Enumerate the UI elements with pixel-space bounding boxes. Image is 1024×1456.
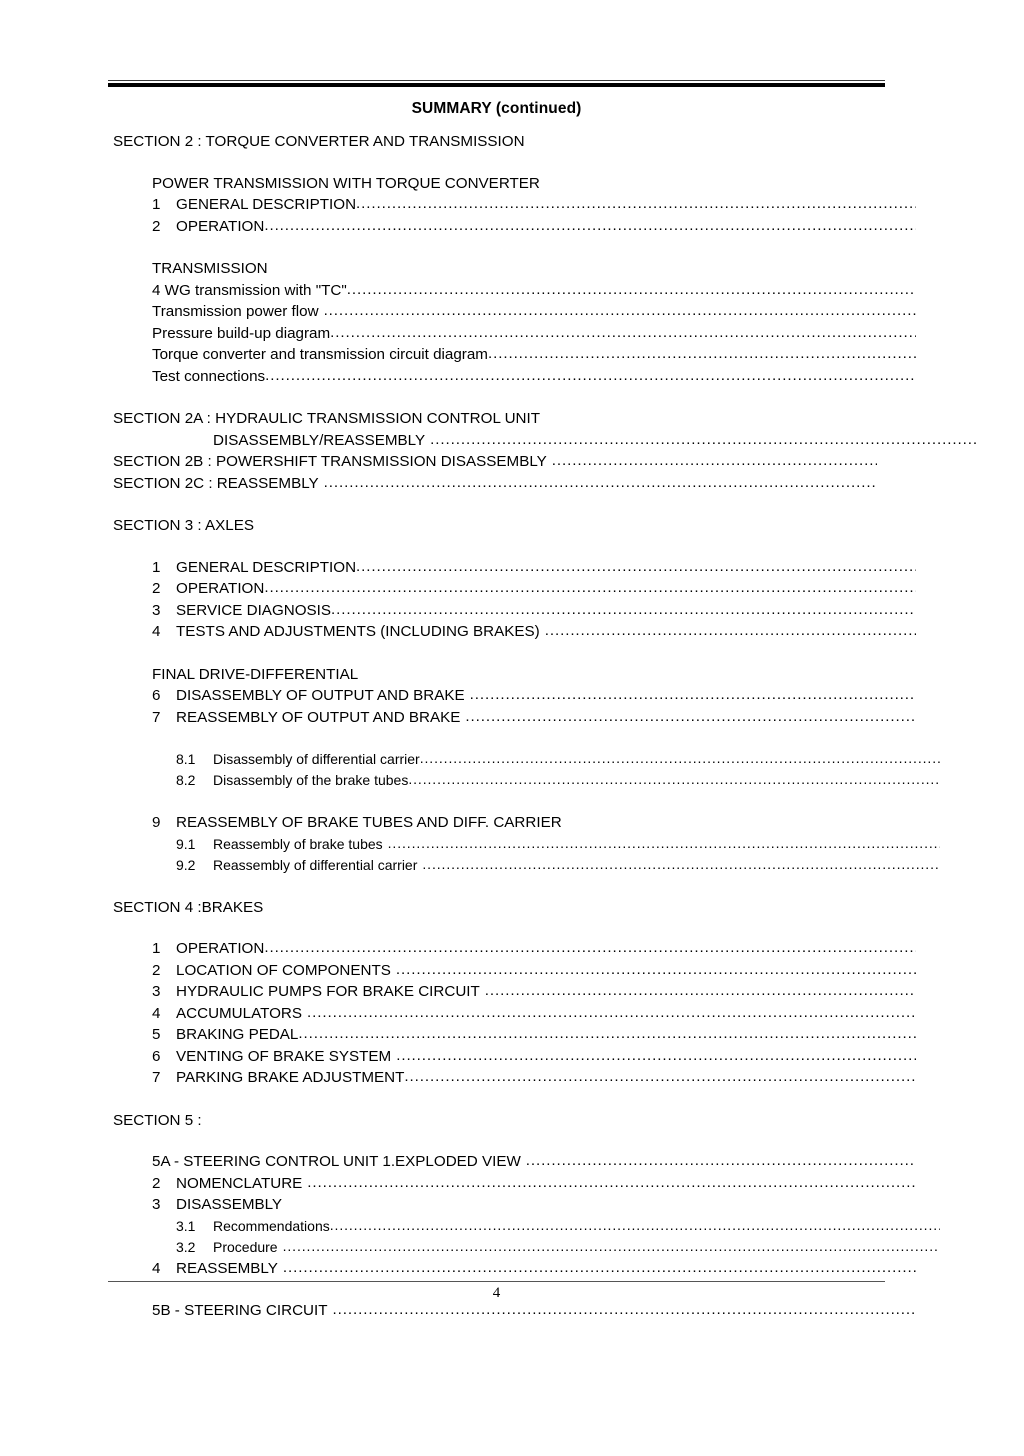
entry-label: REASSEMBLY OF OUTPUT AND BRAKE	[176, 708, 461, 726]
entry-number: 7	[152, 1069, 161, 1086]
footer-divider	[108, 1281, 885, 1282]
section-heading-2a: SECTION 2A : HYDRAULIC TRANSMISSION CONTROL UNIT	[113, 410, 540, 427]
entry-number: 3.2	[176, 1238, 196, 1255]
entry-number: 6	[152, 687, 161, 704]
entry-label: SERVICE DIAGNOSIS	[176, 601, 332, 619]
group-heading-transmission: TRANSMISSION	[152, 260, 268, 277]
entry-label: GENERAL DESCRIPTION	[176, 196, 357, 213]
entry-label: HYDRAULIC PUMPS FOR BRAKE CIRCUIT	[176, 983, 480, 1000]
entry-number: 3	[152, 601, 161, 619]
entry-number: 1	[152, 196, 161, 213]
entry-label: Recommendations	[213, 1217, 330, 1234]
entry-number: 7	[152, 708, 161, 726]
entry-number: 1	[152, 558, 161, 576]
entry-number: 5	[152, 1026, 161, 1043]
entry-number: 9	[152, 814, 161, 831]
section-heading-2: SECTION 2 : TORQUE CONVERTER AND TRANSMISSION	[113, 133, 525, 150]
entry-number: 6	[152, 1047, 161, 1065]
table-of-contents	[113, 131, 877, 1322]
entry-label: OPERATION	[176, 940, 265, 957]
entry-label: LOCATION OF COMPONENTS	[176, 961, 391, 979]
header-divider	[108, 80, 885, 87]
entry-label: Disassembly of differential carrier	[213, 751, 420, 767]
entry-label: GENERAL DESCRIPTION	[176, 558, 357, 576]
page-title: SUMMARY (continued)	[411, 100, 582, 117]
entry-label: SECTION 2B : POWERSHIFT TRANSMISSION DISASSEMBLY	[113, 453, 547, 470]
entry-label: TESTS AND ADJUSTMENTS (INCLUDING BRAKES)	[176, 623, 540, 640]
entry-label: OPERATION	[176, 580, 265, 597]
entry-label: Disassembly of the brake tubes	[213, 772, 409, 788]
entry-label: Reassembly of brake tubes	[213, 835, 383, 852]
entry-label: DISASSEMBLY/REASSEMBLY	[213, 431, 426, 449]
entry-label: PARKING BRAKE ADJUSTMENT	[176, 1069, 405, 1086]
entry-label: NOMENCLATURE	[176, 1174, 303, 1192]
entry-label: REASSEMBLY	[176, 1259, 278, 1277]
entry-label: BRAKING PEDAL	[176, 1026, 299, 1043]
entry-number: 3	[152, 983, 161, 1000]
entry-number: 4	[152, 1259, 161, 1277]
header-rule-thin	[108, 80, 885, 81]
entry-label: DISASSEMBLY OF OUTPUT AND BRAKE	[176, 687, 465, 704]
entry-number: 9.1	[176, 835, 196, 852]
entry-label: ACCUMULATORS	[176, 1004, 303, 1022]
entry-label: Torque converter and transmission circuit diagram	[152, 346, 488, 363]
entry-number: 1	[152, 940, 161, 957]
section-heading-3: SECTION 3 : AXLES	[113, 517, 254, 534]
footer-page-number: 4	[492, 1285, 501, 1301]
entry-number: 3.1	[176, 1217, 196, 1234]
entry-number: 2	[152, 580, 161, 597]
entry-page	[113, 131, 1024, 1456]
entry-number: 4	[152, 1004, 161, 1022]
entry-label: Reassembly of differential carrier	[213, 856, 418, 873]
entry-label: OPERATION	[176, 217, 265, 235]
section-heading-5: SECTION 5 :	[113, 1111, 202, 1129]
toc-entry[interactable]	[152, 1300, 916, 1322]
entry-label: 5B - STEERING CIRCUIT	[152, 1302, 328, 1319]
entry-number: 3	[152, 1196, 161, 1213]
entry-label: SECTION 2C : REASSEMBLY	[113, 474, 319, 492]
entry-label: Procedure	[213, 1238, 278, 1255]
entry-number: 8.2	[176, 772, 196, 788]
section-heading-4: SECTION 4 :BRAKES	[113, 898, 264, 916]
entry-label: REASSEMBLY OF BRAKE TUBES AND DIFF. CARRIER	[176, 814, 562, 831]
entry-number: 8.1	[176, 751, 196, 767]
entry-label: Transmission power flow	[152, 303, 319, 320]
group-heading-power-transmission: POWER TRANSMISSION WITH TORQUE CONVERTER	[152, 174, 540, 192]
header-rule-thick	[108, 83, 885, 87]
entry-label: DISASSEMBLY	[176, 1196, 283, 1213]
entry-number: 2	[152, 1174, 161, 1192]
entry-label: Test connections	[152, 367, 266, 385]
entry-number: 2	[152, 217, 161, 235]
group-heading-final-drive: FINAL DRIVE-DIFFERENTIAL	[152, 665, 359, 683]
entry-label: 4 WG transmission with "TC"	[152, 281, 347, 299]
entry-label: 5A - STEERING CONTROL UNIT 1.EXPLODED VIEW	[152, 1153, 521, 1170]
entry-number: 4	[152, 623, 161, 640]
entry-label: Pressure build-up diagram	[152, 324, 331, 342]
entry-number: 2	[152, 961, 161, 979]
entry-number: 9.2	[176, 856, 196, 873]
entry-label: VENTING OF BRAKE SYSTEM	[176, 1047, 392, 1065]
